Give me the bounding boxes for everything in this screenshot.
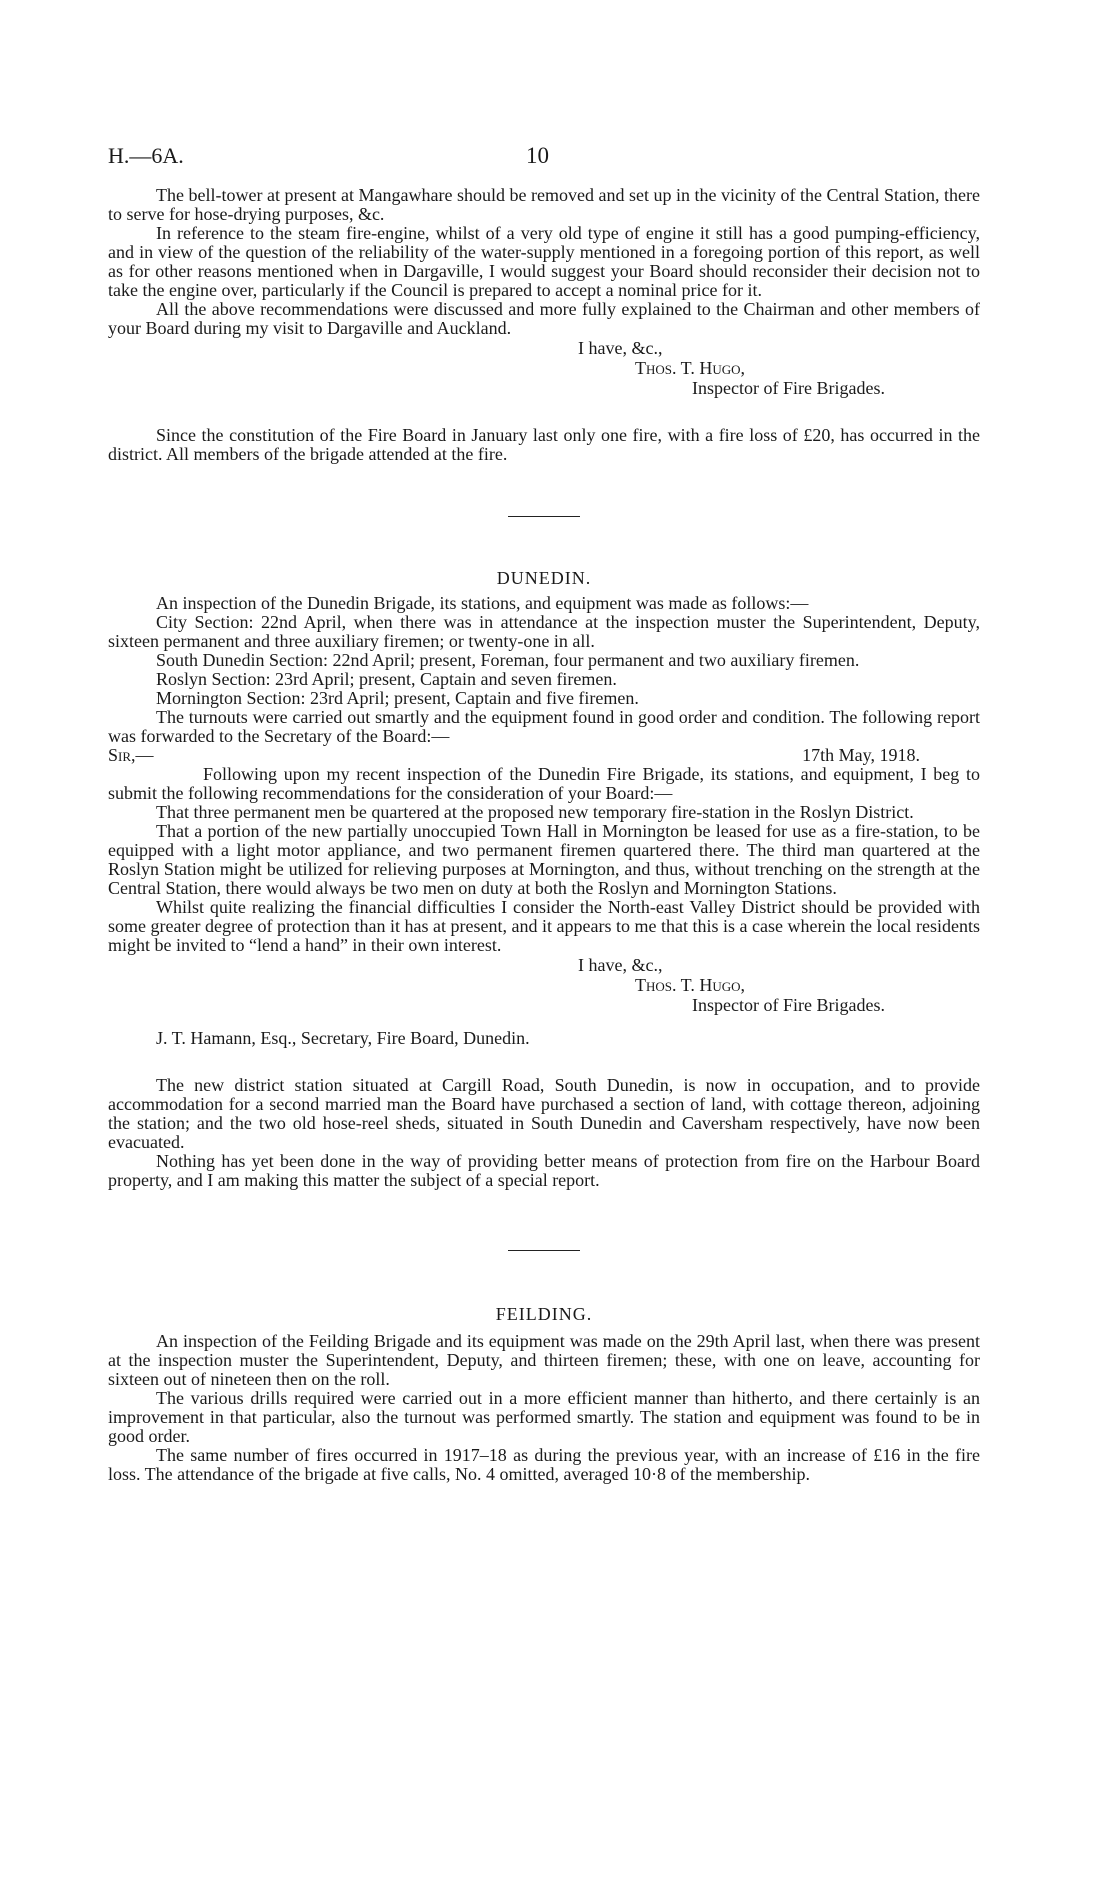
feilding-section — [108, 1305, 980, 1484]
signature-block — [578, 955, 980, 1015]
paragraph: Mornington Section: 23rd April; present, Captain and five firemen. — [156, 688, 639, 708]
paragraph: Since the constitution of the Fire Board in January last only one fire, with a fire loss of £20, has occurred in the district. All members of the brigade attended at the fire. — [108, 425, 980, 464]
paragraph: Nothing has yet been done in the way of providing better means of protection from fire on the Harbour Board property, and I am making this matter the subject of a special report. — [108, 1151, 980, 1190]
section-heading: DUNEDIN. — [496, 568, 592, 588]
paragraph: The turnouts were carried out smartly and the equipment found in good order and condition. The following report was forwarded to the Secretary of the Board:— — [108, 707, 980, 746]
salutation: Sir,— — [108, 745, 154, 765]
signature-closing: I have, &c., — [578, 955, 663, 975]
document-page — [108, 143, 980, 1484]
paragraph: South Dunedin Section: 22nd April; present, Foreman, four permanent and two auxiliary firemen. — [156, 650, 860, 670]
paragraph: The same number of fires occurred in 1917–18 as during the previous year, with an increase of £16 in the fire loss. The attendance of the brigade at five calls, No. 4 omitted, averaged 10·8 of the membership. — [108, 1445, 980, 1484]
signature-name: Thos. T. Hugo, — [635, 975, 745, 995]
letter-date: 17th May, 1918. — [802, 745, 920, 765]
signature-title: Inspector of Fire Brigades. — [692, 378, 885, 398]
paragraph: That three permanent men be quartered at the proposed new temporary fire-station in the Roslyn District. — [156, 802, 914, 822]
signature-name: Thos. T. Hugo, — [635, 358, 745, 378]
letter-header — [108, 746, 980, 765]
paragraph: Roslyn Section: 23rd April; present, Captain and seven firemen. — [156, 669, 617, 689]
paragraph: The new district station situated at Cargill Road, South Dunedin, is now in occupation, and to provide accommodation for a second married man the Board have purchased a section of land, with cottage thereon, adjoining the station; and the two old hose-reel sheds, situated in South Dunedin and Caversham respectively, have now been evacuated. — [108, 1075, 980, 1152]
signature-block — [578, 338, 980, 398]
section-divider — [508, 1250, 580, 1251]
paragraph: The various drills required were carried out in a more efficient manner than hitherto, and there certainly is an improvement in that particular, also the turnout was performed smartly. The station and equipment was found to be in good order. — [108, 1388, 980, 1446]
paragraph: The bell-tower at present at Mangawhare should be removed and set up in the vicinity of the Central Station, there to serve for hose-drying purposes, &c. — [108, 185, 980, 224]
section-heading: FEILDING. — [495, 1304, 593, 1324]
document-reference: H.—6A. — [108, 143, 184, 168]
paragraph: City Section: 22nd April, when there was in attendance at the inspection muster the Superintendent, Deputy, sixteen permanent and three auxiliary firemen; or twenty-one in all. — [108, 612, 980, 651]
page-header — [108, 143, 980, 176]
mangawhare-section — [108, 186, 980, 464]
page-number: 10 — [526, 143, 549, 168]
addressee: J. T. Hamann, Esq., Secretary, Fire Board, Dunedin. — [156, 1028, 530, 1048]
section-divider — [508, 516, 580, 517]
paragraph: In reference to the steam fire-engine, whilst of a very old type of engine it still has a good pumping-efficiency, and in view of the question of the reliability of the water-supply mentioned in a foregoing portion of this report, as well as for other reasons mentioned when in Dargaville, I would suggest your Board should reconsider their decision not to take the engine over, particularly if the Council is prepared to accept a nominal price for it. — [108, 223, 980, 300]
dunedin-section — [108, 569, 980, 1190]
signature-title: Inspector of Fire Brigades. — [692, 995, 885, 1015]
paragraph: An inspection of the Dunedin Brigade, its stations, and equipment was made as follows:— — [156, 593, 809, 613]
paragraph: All the above recommendations were discussed and more fully explained to the Chairman and other members of your Board during my visit to Dargaville and Auckland. — [108, 299, 980, 338]
paragraph: An inspection of the Feilding Brigade and its equipment was made on the 29th April last, when there was present at the inspection muster the Superintendent, Deputy, and thirteen firemen; these, with one on leave, accounting for sixteen out of nineteen then on the roll. — [108, 1331, 980, 1389]
paragraph: Following upon my recent inspection of the Dunedin Fire Brigade, its stations, and equipment, I beg to submit the following recommendations for the consideration of your Board:— — [108, 764, 980, 803]
paragraph: That a portion of the new partially unoccupied Town Hall in Mornington be leased for use as a fire-station, to be equipped with a light motor appliance, and two permanent firemen quartered there. The third man quartered at the Roslyn Station might be utilized for relieving purposes at Mornington, and thus, without trenching on the strength at the Central Station, there would always be two men on duty at both the Roslyn and Mornington Stations. — [108, 821, 980, 898]
signature-closing: I have, &c., — [578, 338, 663, 358]
paragraph: Whilst quite realizing the financial difficulties I consider the North-east Valley District should be provided with some greater degree of protection than it has at present, and it appears to me that this is a case wherein the local residents might be invited to “lend a hand” in their own interest. — [108, 897, 980, 955]
